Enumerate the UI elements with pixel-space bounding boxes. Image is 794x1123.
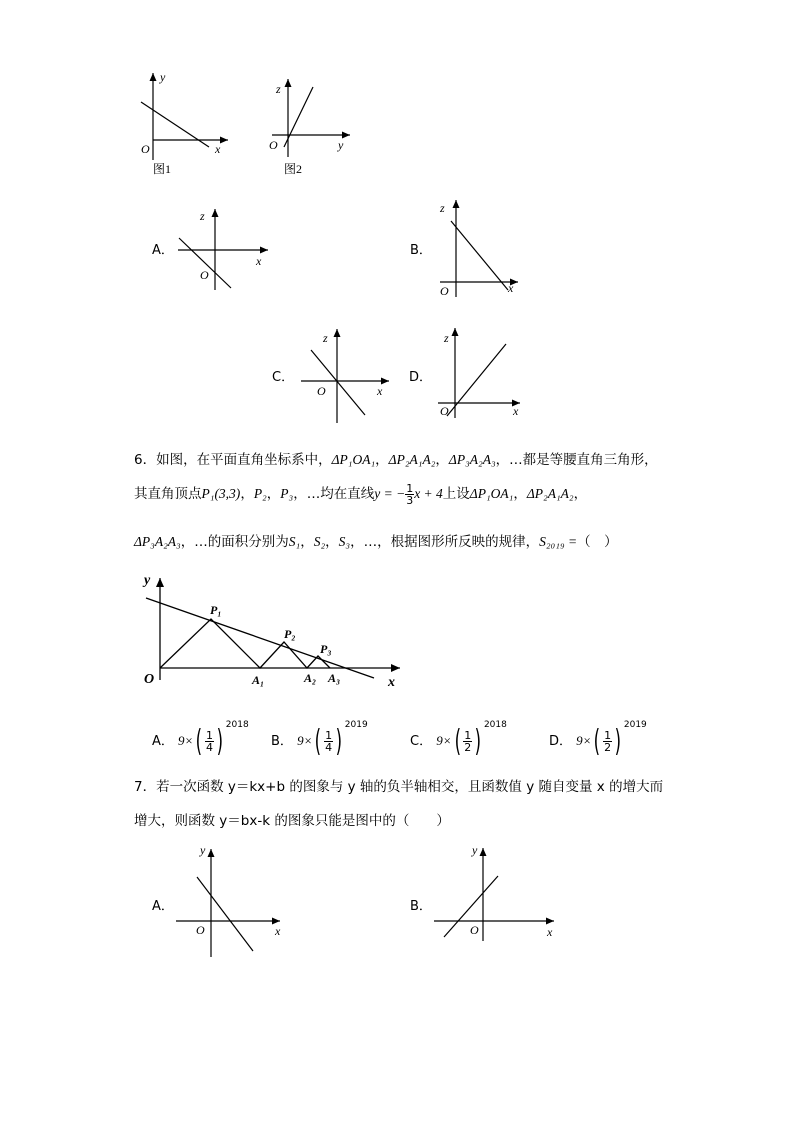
svg-text:A₁: A₁ <box>252 673 265 687</box>
svg-text:A₃: A₃ <box>328 671 341 685</box>
q7-option-b-label[interactable]: B． <box>410 899 432 914</box>
svg-text:y: y <box>472 843 478 857</box>
q5-option-c-graph[interactable] <box>295 325 395 425</box>
q5-option-a-label[interactable]: A． <box>152 243 174 258</box>
fig1-origin: O <box>141 142 150 156</box>
svg-text:O: O <box>317 384 326 398</box>
q5-option-a-graph[interactable] <box>172 205 272 295</box>
svg-text:x: x <box>388 675 395 690</box>
svg-text:z: z <box>323 331 328 345</box>
q6-option-a[interactable]: A． 9×( $\frac{1}{4}$ ) $^{2018}$ <box>152 720 249 759</box>
svg-text:P₃: P₃ <box>320 642 332 656</box>
svg-text:P₂: P₂ <box>284 627 296 641</box>
svg-text:x: x <box>256 254 262 268</box>
q7-option-b-graph[interactable] <box>430 838 560 948</box>
q5-option-d-label[interactable]: D． <box>409 370 433 385</box>
svg-text:P₁: P₁ <box>210 603 222 617</box>
q5-option-d-graph[interactable] <box>430 322 530 422</box>
q6-line-1: 6．如图，在平面直角坐标系中，ΔP₁OA₁，ΔP₂A₁A₂，ΔP₃A₂A₃，…都是等腰直角三角形， <box>134 452 658 468</box>
q7-option-a-label[interactable]: A． <box>152 899 174 914</box>
svg-text:O: O <box>440 284 449 298</box>
fig2-caption: 图2 <box>284 162 303 176</box>
q5-option-b-graph[interactable] <box>432 195 532 300</box>
q6-option-b[interactable]: B． 9×( $\frac{1}{4}$ ) $^{2019}$ <box>271 720 368 759</box>
q6-option-d[interactable]: D． 9×( $\frac{1}{2}$ ) $^{2019}$ <box>549 720 647 759</box>
fig1-x-label: x <box>215 142 221 156</box>
svg-text:z: z <box>444 331 449 345</box>
svg-text:O: O <box>470 923 479 937</box>
svg-text:x: x <box>547 925 553 939</box>
q7-line-2: 增大，则函数 y＝bx-k 的图象只能是图中的（ ） <box>134 813 450 829</box>
q5-option-b-label[interactable]: B． <box>410 243 432 258</box>
q6-line-2: 其直角顶点P₁(3,3)，P₂，P₃，…均在直线y = − $\frac{1}{3}$ x + 4上设ΔP₁OA₁，ΔP₂A₁A₂， <box>134 481 588 507</box>
svg-text:y: y <box>200 843 206 857</box>
svg-text:O: O <box>440 404 449 418</box>
q7-option-a-graph[interactable] <box>172 840 292 960</box>
q5-option-c-label[interactable]: C． <box>272 370 295 385</box>
q6-line-3: ΔP₃A₂A₃，…的面积分别为S₁，S₂，S₃，…，根据图形所反映的规律，S₂₀₁₉ =（ ） <box>134 534 618 550</box>
svg-text:z: z <box>440 201 445 215</box>
svg-text:x: x <box>275 924 281 938</box>
q7-line-1: 7．若一次函数 y＝kx+b 的图象与 y 轴的负半轴相交，且函数值 y 随自变量 x 的增大而 <box>134 779 664 795</box>
fig1-y-label: y <box>160 70 166 84</box>
fig1-caption: 图1 <box>153 162 172 176</box>
svg-text:O: O <box>200 268 209 282</box>
figure-1 <box>135 65 235 180</box>
svg-text:y: y <box>144 573 151 588</box>
svg-text:x: x <box>508 281 514 295</box>
svg-text:O: O <box>196 923 205 937</box>
q6-figure <box>138 568 408 693</box>
svg-text:A₂: A₂ <box>304 671 317 685</box>
svg-text:x: x <box>377 384 383 398</box>
q6-option-c[interactable]: C． 9×( $\frac{1}{2}$ ) $^{2018}$ <box>410 720 507 759</box>
fig2-origin: O <box>269 138 278 152</box>
fig2-y-label: y <box>338 138 344 152</box>
svg-text:z: z <box>200 209 205 223</box>
q6-eq-fraction: $\frac{1}{3}$ <box>406 481 414 507</box>
svg-text:O: O <box>144 672 155 687</box>
figure-2 <box>262 65 362 180</box>
fig2-z-label: z <box>276 82 281 96</box>
svg-text:x: x <box>513 404 519 418</box>
